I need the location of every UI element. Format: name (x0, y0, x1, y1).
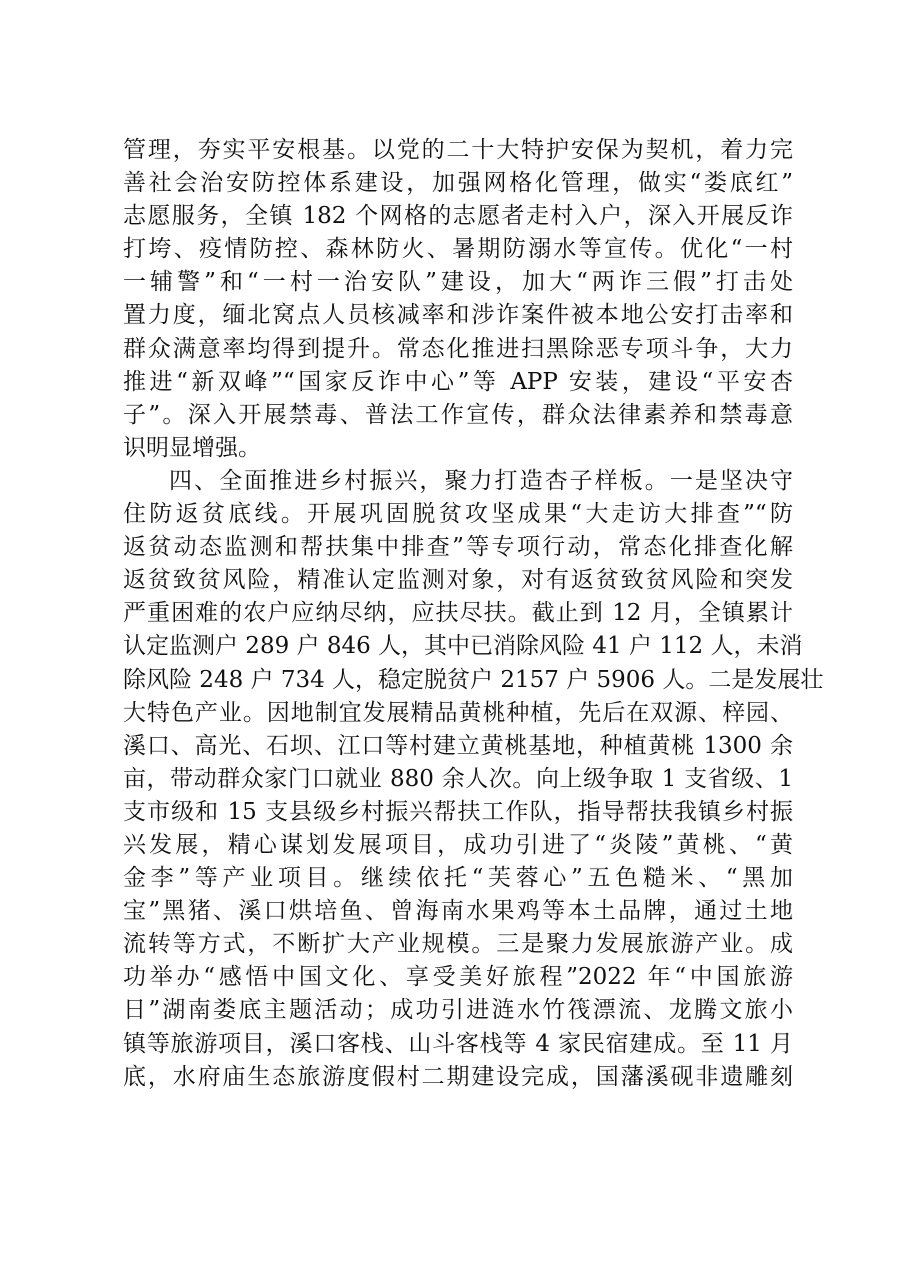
text-line: 金李”等产业项目。继续依托“芙蓉心”五色糙米、“黑加 (123, 865, 793, 892)
text-line: 住防返贫底线。开展巩固脱贫攻坚成果“大走访大排查”“防 (123, 501, 793, 528)
text-line: 子”。深入开展禁毒、普法工作宣传，群众法律素养和禁毒意 (123, 401, 793, 428)
text-line: 一辅警”和“一村一治安队”建设，加大“两诈三假”打击处 (123, 269, 793, 296)
text-line: 识明显增强。 (123, 434, 261, 461)
text-line: 认定监测户 289 户 846 人，其中已消除风险 41 户 112 人，未消 (123, 633, 803, 660)
text-line: 宝”黑猪、溪口烘培鱼、曾海南水果鸡等本土品牌，通过土地 (123, 898, 793, 925)
text-line: 返贫致贫风险，精准认定监测对象，对有返贫致贫风险和突发 (123, 567, 793, 594)
text-line: 底，水府庙生态旅游度假村二期建设完成，国藩溪砚非遗雕刻 (123, 1063, 793, 1090)
text-line: 返贫动态监测和帮扶集中排查”等专项行动，常态化排查化解 (123, 534, 793, 561)
text-line: 打垮、疫情防控、森林防火、暑期防溺水等宣传。优化“一村 (123, 236, 793, 263)
document-body (123, 134, 824, 1094)
text-line: 大特色产业。因地制宜发展精品黄桃种植，先后在双源、梓园、 (123, 699, 793, 726)
text-line: 亩，带动群众家门口就业 880 余人次。向上级争取 1 支省级、1 (123, 765, 793, 792)
text-line: 推进“新双峰”“国家反诈中心”等 APP 安装，建设“平安杏 (123, 368, 793, 395)
text-line: 除风险 248 户 734 人，稳定脱贫户 2157 户 5906 人。二是发展壮 (123, 666, 824, 693)
text-line: 管理，夯实平安根基。以党的二十大特护安保为契机，着力完 (123, 137, 793, 163)
paragraph-2 (123, 465, 824, 1094)
text-line: 群众满意率均得到提升。常态化推进扫黑除恶专项斗争，大力 (123, 335, 793, 362)
text-line: 四、全面推进乡村振兴，聚力打造杏子样板。一是坚决守 (169, 467, 793, 494)
text-line: 流转等方式，不断扩大产业规模。三是聚力发展旅游产业。成 (123, 931, 793, 958)
text-line: 严重困难的农户应纳尽纳，应扶尽扶。截止到 12 月，全镇累计 (123, 600, 793, 627)
text-line: 支市级和 15 支县级乡村振兴帮扶工作队，指导帮扶我镇乡村振 (123, 798, 793, 825)
paragraph-1 (123, 134, 793, 465)
text-line: 功举办“感悟中国文化、享受美好旅程”2022 年“中国旅游 (123, 964, 793, 991)
text-line: 善社会治安防控体系建设，加强网格化管理，做实“娄底红” (123, 170, 793, 197)
text-line: 志愿服务，全镇 182 个网格的志愿者走村入户，深入开展反诈 (123, 203, 793, 230)
text-line: 镇等旅游项目，溪口客栈、山斗客栈等 4 家民宿建成。至 11 月 (123, 1030, 793, 1057)
text-line: 溪口、高光、石坝、江口等村建立黄桃基地，种植黄桃 1300 余 (123, 732, 793, 759)
text-line: 日”湖南娄底主题活动；成功引进涟水竹筏漂流、龙腾文旅小 (123, 997, 793, 1024)
text-line: 兴发展，精心谋划发展项目，成功引进了“炎陵”黄桃、“黄 (123, 831, 793, 858)
text-line: 置力度，缅北窝点人员核减率和涉诈案件被本地公安打击率和 (123, 302, 793, 329)
